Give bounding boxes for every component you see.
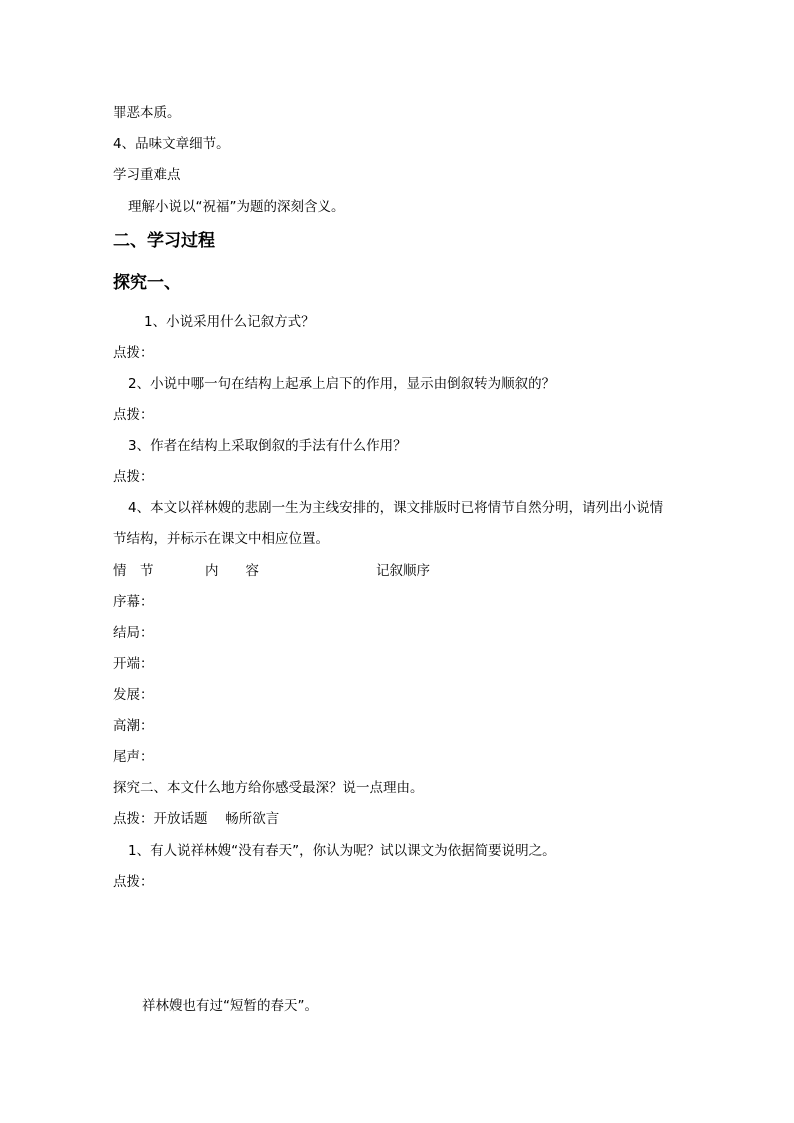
section-heading: 二、学习过程 bbox=[113, 231, 215, 251]
question: 2、小说中哪一句在结构上起承上启下的作用，显示由倒叙转为顺叙的？ bbox=[128, 376, 556, 392]
question: 探究二、本文什么地方给你感受最深？说一点理由。 bbox=[113, 780, 424, 796]
hint-line: 点拨：开放话题 畅所欲言 bbox=[113, 811, 280, 827]
text-line: 4、品味文章细节。 bbox=[113, 136, 230, 152]
hint-label: 点拨： bbox=[113, 469, 154, 485]
hint-label: 点拨： bbox=[113, 874, 154, 890]
subsection-heading: 探究一、 bbox=[113, 273, 181, 293]
question: 1、小说采用什么记叙方式？ bbox=[144, 314, 315, 330]
header-order: 记叙顺序 bbox=[376, 563, 430, 579]
question-continued: 节结构，并标示在课文中相应位置。 bbox=[113, 531, 329, 547]
plot-row-label: 发展： bbox=[113, 687, 154, 703]
text-line: 罪恶本质。 bbox=[113, 105, 181, 121]
section-label: 学习重难点 bbox=[113, 167, 181, 183]
question: 1、有人说祥林嫂“没有春天”，你认为呢？试以课文为依据简要说明之。 bbox=[128, 843, 556, 859]
header-content: 内 容 bbox=[205, 563, 259, 579]
question: 3、作者在结构上采取倒叙的手法有什么作用？ bbox=[128, 438, 407, 454]
plot-row-label: 开端： bbox=[113, 656, 154, 672]
plot-row-label: 结局： bbox=[113, 625, 154, 641]
hint-label: 点拨： bbox=[113, 407, 154, 423]
hint-label: 点拨： bbox=[113, 345, 154, 361]
text-line: 祥林嫂也有过“短暂的春天”。 bbox=[142, 998, 318, 1014]
plot-row-label: 序幕： bbox=[113, 594, 154, 610]
header-plot: 情 节 bbox=[113, 563, 154, 579]
text-line: 理解小说以“祝福”为题的深刻含义。 bbox=[128, 199, 345, 215]
plot-row-label: 高潮： bbox=[113, 718, 154, 734]
question: 4、本文以祥林嫂的悲剧一生为主线安排的，课文排版时已将情节自然分明，请列出小说情 bbox=[128, 500, 664, 516]
plot-row-label: 尾声： bbox=[113, 749, 154, 765]
